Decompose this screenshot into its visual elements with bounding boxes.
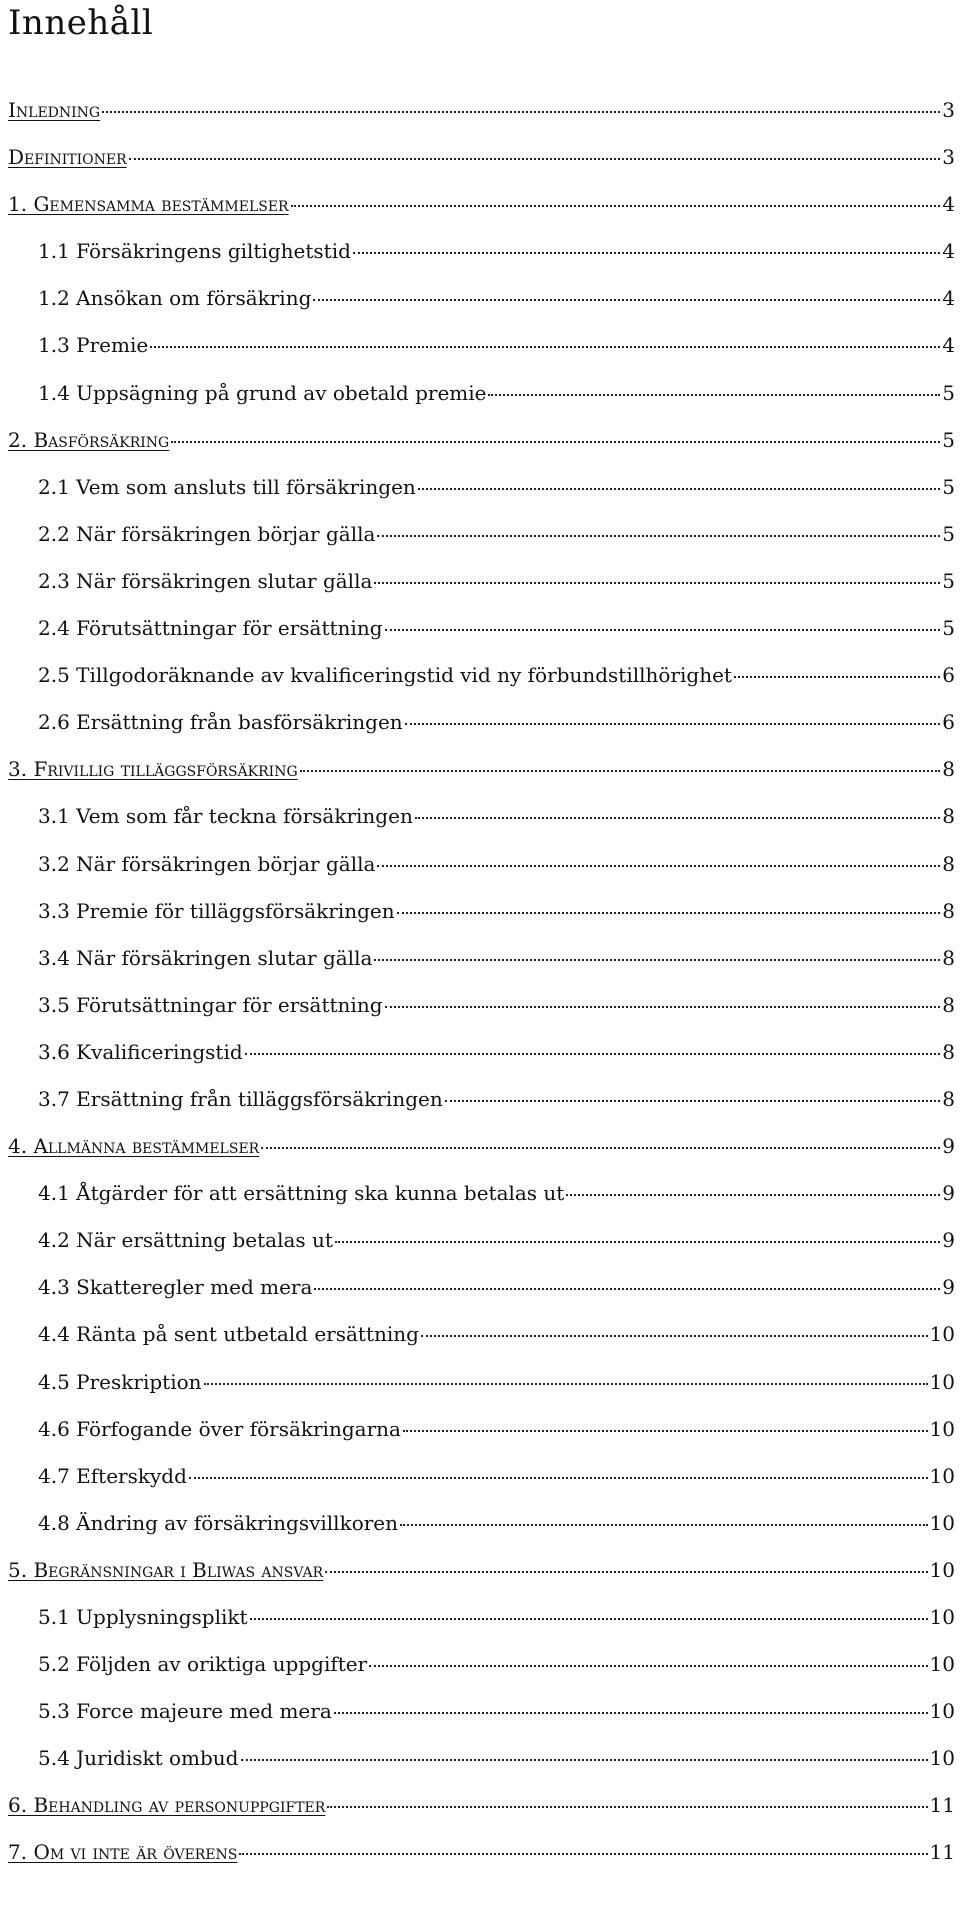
toc-dot-leader — [377, 535, 940, 537]
toc-entry-title: 2.1 Vem som ansluts till försäkringen — [38, 474, 416, 499]
toc-dot-leader — [421, 1335, 928, 1337]
toc-subsection-link[interactable] — [8, 1511, 955, 1558]
toc-page-number: 10 — [929, 1605, 955, 1629]
toc-subsection-link[interactable] — [8, 381, 955, 428]
toc-entry-title: 4.4 Ränta på sent utbetald ersättning — [38, 1322, 419, 1347]
toc-dot-leader — [369, 1665, 927, 1667]
toc-item — [8, 98, 955, 145]
toc-subsection-link[interactable] — [8, 333, 955, 380]
toc-subsection-link[interactable] — [8, 239, 955, 286]
toc-subsection-link[interactable] — [8, 1275, 955, 1322]
toc-item — [8, 1417, 955, 1464]
toc-entry-title: 5.2 Följden av oriktiga uppgifter — [38, 1652, 368, 1677]
toc-dot-leader — [403, 1430, 928, 1432]
toc-entry-title: 3.6 Kvalificeringstid — [38, 1039, 243, 1064]
toc-dot-leader — [334, 1712, 928, 1714]
toc-subsection-link[interactable] — [8, 852, 955, 899]
toc-item — [8, 852, 955, 899]
toc-item — [8, 145, 955, 192]
toc-dot-leader — [488, 394, 940, 396]
toc-page-number: 4 — [942, 192, 955, 217]
toc-subsection-link[interactable] — [8, 1370, 955, 1417]
toc-page-number: 3 — [942, 145, 955, 170]
toc-page-number: 8 — [942, 757, 955, 782]
toc-dot-leader — [313, 299, 940, 301]
toc-entry-title: Definitioner — [8, 145, 127, 170]
toc-dot-leader — [327, 1806, 927, 1808]
toc-item — [8, 1370, 955, 1417]
toc-dot-leader — [397, 912, 941, 914]
toc-entry-title: 2.6 Ersättning från basförsäkringen — [38, 710, 403, 735]
toc-page-number: 11 — [929, 1840, 955, 1865]
toc-entry-title: 4.5 Preskription — [38, 1369, 202, 1394]
toc-dot-leader — [150, 346, 940, 348]
toc-section-link[interactable] — [8, 98, 955, 145]
toc-item — [8, 993, 955, 1040]
toc-entry-title: 3.1 Vem som får teckna försäkringen — [38, 804, 413, 829]
toc-page-number: 10 — [929, 1699, 955, 1724]
toc-item — [8, 899, 955, 946]
toc-subsection-link[interactable] — [8, 663, 955, 710]
toc-dot-leader — [102, 111, 940, 113]
toc-item — [8, 239, 955, 286]
toc-entry-title: 2.3 När försäkringen slutar gälla — [38, 568, 373, 593]
toc-page-number: 5 — [942, 521, 955, 546]
toc-page-number: 5 — [942, 568, 955, 593]
toc-entry-title: 5.3 Force majeure med mera — [38, 1699, 332, 1724]
toc-page-number: 11 — [929, 1793, 955, 1818]
toc-entry-title: 2.2 När försäkringen börjar gälla — [38, 521, 376, 546]
toc-dot-leader — [129, 158, 941, 160]
toc-page-number: 9 — [942, 1134, 955, 1159]
toc-item — [8, 569, 955, 616]
toc-item — [8, 1464, 955, 1511]
page-title: Innehåll — [8, 3, 154, 43]
toc-item — [8, 1699, 955, 1746]
toc-dot-leader — [325, 1571, 927, 1573]
toc-item — [8, 804, 955, 851]
toc-subsection-link[interactable] — [8, 1040, 955, 1087]
toc-page-number: 8 — [942, 851, 955, 876]
toc-subsection-link[interactable] — [8, 1464, 955, 1511]
toc-subsection-link[interactable] — [8, 616, 955, 663]
toc-dot-leader — [335, 1241, 940, 1243]
toc-item — [8, 286, 955, 333]
toc-subsection-link[interactable] — [8, 1417, 955, 1464]
toc-entry-title: Inledning — [8, 98, 101, 122]
toc-item — [8, 1840, 955, 1887]
toc-subsection-link[interactable] — [8, 1181, 955, 1228]
toc-page-number: 5 — [942, 616, 955, 641]
toc-page-number: 3 — [942, 98, 955, 122]
toc-item — [8, 1275, 955, 1322]
toc-entry-title: 6. Behandling av personuppgifter — [8, 1793, 326, 1818]
toc-page-number: 10 — [929, 1416, 955, 1441]
toc-entry-title: 2.5 Tillgodoräknande av kvalificeringstid vid ny förbundstillhörighet — [38, 663, 732, 688]
toc-dot-leader — [261, 1147, 940, 1149]
toc-page-number: 4 — [942, 286, 955, 311]
toc-subsection-link[interactable] — [8, 1699, 955, 1746]
toc-page-number: 8 — [942, 945, 955, 970]
toc-page-number: 4 — [942, 239, 955, 264]
toc-page-number: 10 — [929, 1510, 955, 1535]
toc-subsection-link[interactable] — [8, 804, 955, 851]
toc-subsection-link[interactable] — [8, 1322, 955, 1369]
toc-item — [8, 475, 955, 522]
toc-dot-leader — [418, 488, 940, 490]
toc-subsection-link[interactable] — [8, 899, 955, 946]
toc-section-link[interactable] — [8, 1558, 955, 1605]
toc-dot-leader — [374, 959, 940, 961]
toc-item — [8, 1511, 955, 1558]
toc-dot-leader — [353, 252, 940, 254]
toc-dot-leader — [245, 1053, 941, 1055]
toc-page-number: 9 — [942, 1275, 955, 1300]
toc-dot-leader — [239, 1853, 927, 1855]
toc-dot-leader — [189, 1477, 928, 1479]
toc-item — [8, 1087, 955, 1134]
toc-entry-title: 1.2 Ansökan om försäkring — [38, 286, 312, 311]
toc-item — [8, 1605, 955, 1652]
toc-page-number: 10 — [929, 1322, 955, 1347]
toc-section-link[interactable] — [8, 1134, 955, 1181]
toc-subsection-link[interactable] — [8, 946, 955, 993]
toc-item — [8, 1228, 955, 1275]
toc-page-number: 10 — [929, 1463, 955, 1488]
toc-item — [8, 1322, 955, 1369]
toc-page-number: 10 — [929, 1369, 955, 1394]
toc-page-number: 8 — [942, 898, 955, 923]
toc-dot-leader — [385, 629, 941, 631]
toc-entry-title: 4.7 Efterskydd — [38, 1463, 187, 1488]
toc-page-number: 9 — [942, 1228, 955, 1253]
toc-entry-title: 1. Gemensamma bestämmelser — [8, 192, 289, 217]
toc-entry-title: 5. Begränsningar i Bliwas ansvar — [8, 1557, 324, 1582]
toc-entry-title: 7. Om vi inte är överens — [8, 1840, 238, 1865]
toc-entry-title: 4.6 Förfogande över försäkringarna — [38, 1416, 401, 1441]
toc-section-link[interactable] — [8, 757, 955, 804]
toc-item — [8, 1040, 955, 1087]
toc-item — [8, 710, 955, 757]
toc-page-number: 5 — [942, 474, 955, 499]
toc-dot-leader — [241, 1759, 928, 1761]
toc-dot-leader — [445, 1100, 941, 1102]
toc-dot-leader — [400, 1524, 928, 1526]
toc-subsection-link[interactable] — [8, 1228, 955, 1275]
toc-dot-leader — [171, 441, 940, 443]
toc-item — [8, 1181, 955, 1228]
toc-subsection-link[interactable] — [8, 286, 955, 333]
toc-entry-title: 3.4 När försäkringen slutar gälla — [38, 945, 373, 970]
toc-item — [8, 1558, 955, 1605]
toc-item — [8, 663, 955, 710]
toc-page-number: 6 — [942, 663, 955, 688]
toc-dot-leader — [385, 1006, 941, 1008]
toc-page-number: 8 — [942, 992, 955, 1017]
toc-page-number: 5 — [942, 427, 955, 452]
toc-item — [8, 192, 955, 239]
toc-section-link[interactable] — [8, 1840, 955, 1887]
toc-item — [8, 1134, 955, 1181]
toc-dot-leader — [374, 582, 940, 584]
toc-subsection-link[interactable] — [8, 1605, 955, 1652]
toc-entry-title: 3.7 Ersättning från tilläggsförsäkringen — [38, 1086, 443, 1111]
toc-entry-title: 4.2 När ersättning betalas ut — [38, 1228, 333, 1253]
toc-subsection-link[interactable] — [8, 569, 955, 616]
toc-section-link[interactable] — [8, 145, 955, 192]
toc-page-number: 5 — [942, 380, 955, 405]
toc-page-number: 4 — [942, 333, 955, 358]
toc-entry-title: 2.4 Förutsättningar för ersättning — [38, 616, 383, 641]
toc-subsection-link[interactable] — [8, 993, 955, 1040]
toc-entry-title: 1.3 Premie — [38, 333, 149, 358]
toc-item — [8, 616, 955, 663]
toc-subsection-link[interactable] — [8, 1652, 955, 1699]
toc-entry-title: 3.2 När försäkringen börjar gälla — [38, 851, 376, 876]
toc-entry-title: 5.4 Juridiskt ombud — [38, 1746, 239, 1771]
toc-entry-title: 1.4 Uppsägning på grund av obetald premie — [38, 380, 487, 405]
toc-dot-leader — [204, 1383, 928, 1385]
toc-dot-leader — [566, 1194, 940, 1196]
toc-entry-title: 4. Allmänna bestämmelser — [8, 1134, 260, 1159]
table-of-contents — [8, 98, 955, 1888]
toc-dot-leader — [405, 723, 941, 725]
toc-item — [8, 946, 955, 993]
toc-entry-title: 3. Frivillig tilläggsförsäkring — [8, 757, 298, 782]
toc-page-number: 8 — [942, 804, 955, 829]
toc-dot-leader — [377, 865, 940, 867]
toc-section-link[interactable] — [8, 428, 955, 475]
toc-item — [8, 333, 955, 380]
toc-page-number: 6 — [942, 710, 955, 735]
toc-entry-title: 5.1 Upplysningsplikt — [38, 1605, 248, 1629]
toc-entry-title: 4.8 Ändring av försäkringsvillkoren — [38, 1510, 399, 1535]
toc-section-link[interactable] — [8, 192, 955, 239]
toc-dot-leader — [734, 676, 940, 678]
toc-dot-leader — [415, 817, 940, 819]
toc-dot-leader — [250, 1618, 928, 1620]
toc-entry-title: 4.3 Skatteregler med mera — [38, 1275, 313, 1300]
toc-dot-leader — [314, 1288, 940, 1290]
toc-entry-title: 2. Basförsäkring — [8, 427, 170, 452]
toc-page-number: 8 — [942, 1039, 955, 1064]
toc-subsection-link[interactable] — [8, 1087, 955, 1134]
toc-item — [8, 1652, 955, 1699]
toc-item — [8, 428, 955, 475]
toc-page-number: 8 — [942, 1086, 955, 1111]
toc-item — [8, 381, 955, 428]
toc-page-number: 9 — [942, 1181, 955, 1206]
toc-entry-title: 1.1 Försäkringens giltighetstid — [38, 239, 351, 264]
toc-item — [8, 1793, 955, 1840]
toc-subsection-link[interactable] — [8, 475, 955, 522]
toc-entry-title: 4.1 Åtgärder för att ersättning ska kunna betalas ut — [38, 1181, 565, 1206]
toc-page-number: 10 — [929, 1746, 955, 1771]
toc-dot-leader — [291, 205, 941, 207]
toc-entry-title: 3.3 Premie för tilläggsförsäkringen — [38, 898, 395, 923]
toc-dot-leader — [300, 770, 941, 772]
toc-subsection-link[interactable] — [8, 522, 955, 569]
toc-section-link[interactable] — [8, 1793, 955, 1840]
toc-entry-title: 3.5 Förutsättningar för ersättning — [38, 992, 383, 1017]
toc-item — [8, 1746, 955, 1793]
toc-item — [8, 522, 955, 569]
toc-subsection-link[interactable] — [8, 1746, 955, 1793]
toc-item — [8, 757, 955, 804]
toc-page-number: 10 — [929, 1652, 955, 1677]
toc-subsection-link[interactable] — [8, 710, 955, 757]
toc-page-number: 10 — [929, 1557, 955, 1582]
